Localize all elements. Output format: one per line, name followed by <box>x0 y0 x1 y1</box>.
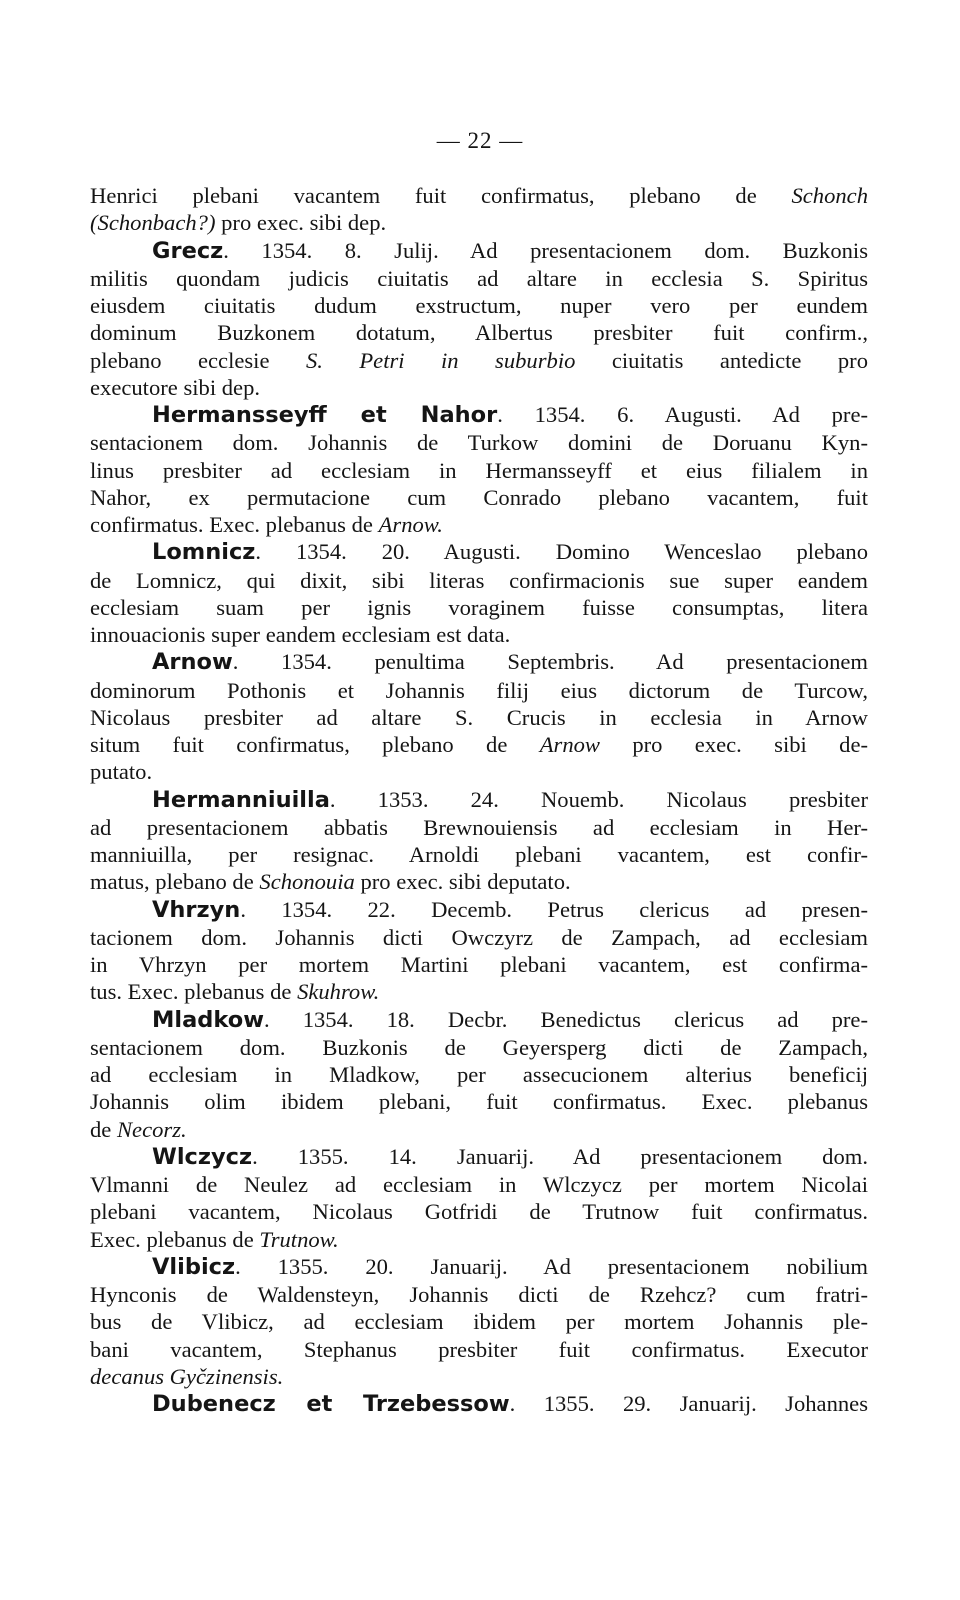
text-run: innouacionis super eandem ecclesiam est data. <box>90 622 511 647</box>
text-run: linus presbiter ad ecclesiam in Hermansseyff et eius filialem in <box>90 457 868 483</box>
entry-heading: Grecz <box>152 237 224 264</box>
text-line <box>90 319 868 346</box>
text-line <box>90 292 868 319</box>
text-line <box>90 621 868 648</box>
text-run: putato. <box>90 759 153 785</box>
text-block <box>90 182 868 1418</box>
text-line <box>90 237 868 265</box>
text-run: . 1355. 14. Januarij. Ad presentacionem dom. <box>252 1143 868 1169</box>
text-line <box>90 868 868 895</box>
text-line <box>90 1363 868 1390</box>
text-line <box>90 594 868 621</box>
text-run: Nahor, ex permutacione cum Conrado plebano vacantem, fuit <box>90 484 868 510</box>
text-run: ad ecclesiam in Mladkow, per assecucionem alterius beneficij <box>90 1062 868 1087</box>
italic-text: (Schonbach?) <box>90 210 216 236</box>
text-run: Henrici plebani vacantem fuit confirmatus, plebano de <box>90 183 792 208</box>
text-line <box>90 1061 868 1088</box>
text-run: . 1353. 24. Nouemb. Nicolaus presbiter <box>329 786 868 812</box>
text-run: Johannis olim ibidem plebani, fuit confirmatus. Exec. plebanus <box>90 1089 868 1115</box>
entry-heading: Hermansseyff et Nahor <box>152 402 498 428</box>
text-run: Exec. plebanus de <box>90 1226 260 1252</box>
entry-heading: Arnow <box>152 649 233 676</box>
italic-text: Arnow. <box>378 512 443 537</box>
text-run: eiusdem ciuitatis dudum exstructum, nuper vero per eundem <box>90 293 868 318</box>
entry-heading: Hermanniuilla <box>152 786 330 813</box>
text-run: in Vhrzyn per mortem Martini plebani vacantem, est confirma- <box>90 952 868 977</box>
text-line <box>90 1006 868 1034</box>
text-run: . 1355. 29. Januarij. Johannes <box>509 1391 868 1416</box>
page-number: — 22 — <box>436 128 524 153</box>
text-line <box>90 786 868 814</box>
text-run: ecclesiam suam per ignis voraginem fuisse consumptas, litera <box>90 594 868 620</box>
text-run: ad presentacionem abbatis Brewnouiensis ad ecclesiam in Her- <box>90 814 868 840</box>
text-line <box>90 1390 868 1418</box>
italic-text: Arnow <box>539 732 600 757</box>
text-line <box>90 209 868 236</box>
text-line <box>90 1253 868 1281</box>
text-line <box>90 429 868 456</box>
text-line <box>90 567 868 594</box>
text-line <box>90 182 868 209</box>
italic-text: Schonch <box>791 183 868 208</box>
text-line <box>90 648 868 676</box>
text-run: Vlmanni de Neulez ad ecclesiam in Wlczycz per mortem Nicolai <box>90 1172 868 1197</box>
text-line <box>90 1308 868 1335</box>
text-line <box>90 1034 868 1061</box>
text-run: militis quondam judicis ciuitatis ad altare in ecclesia S. Spiritus <box>90 265 868 291</box>
text-run: sentacionem dom. Johannis de Turkow domini de Doruanu Kyn- <box>90 430 868 456</box>
text-run: executore sibi dep. <box>90 374 261 400</box>
text-run: pro exec. sibi de- <box>599 732 868 757</box>
text-line <box>90 1226 868 1253</box>
text-run: situm fuit confirmatus, plebano de <box>90 732 540 757</box>
text-run: . 1354. 8. Julij. Ad presentacionem dom. Buzkonis <box>223 237 868 263</box>
entry-heading: Dubenecz et Trzebessow <box>152 1391 510 1417</box>
text-run: sentacionem dom. Buzkonis de Geyersperg dicti de Zampach, <box>90 1034 868 1060</box>
text-run: Hynconis de Waldensteyn, Johannis dicti de Rzehcz? cum fratri- <box>90 1282 868 1307</box>
text-line <box>90 677 868 704</box>
text-line <box>90 1143 868 1171</box>
italic-text: Skuhrow. <box>297 979 380 1005</box>
text-line <box>90 951 868 978</box>
text-line <box>90 347 868 374</box>
text-line <box>90 758 868 785</box>
entry-heading: Mladkow <box>152 1006 264 1033</box>
text-run: de <box>90 1116 117 1142</box>
text-line <box>90 401 868 429</box>
text-run: matus, plebano de <box>90 869 260 895</box>
italic-text: Trutnow. <box>259 1226 339 1252</box>
text-run: bani vacantem, Stephanus presbiter fuit confirmatus. Executor <box>90 1336 868 1362</box>
italic-text: Necorz. <box>116 1116 187 1142</box>
text-run: dominorum Pothonis et Johannis filij eius dictorum de Turcow, <box>90 677 868 703</box>
text-line <box>90 1336 868 1363</box>
text-line <box>90 511 868 538</box>
text-run: . 1354. 22. Decemb. Petrus clericus ad presen- <box>240 896 868 922</box>
text-run: Nicolaus presbiter ad altare S. Crucis in ecclesia in Arnow <box>90 704 868 730</box>
text-run: dominum Buzkonem dotatum, Albertus presbiter fuit confirm., <box>90 320 868 346</box>
italic-text: S. Petri in suburbio <box>305 347 576 373</box>
text-run: . 1354. 20. Augusti. Domino Wenceslao plebano <box>255 539 868 565</box>
text-line <box>90 538 868 566</box>
text-run: manniuilla, per resignac. Arnoldi plebani vacantem, est confir- <box>90 842 868 867</box>
text-run: bus de Vlibicz, ad ecclesiam ibidem per mortem Johannis ple- <box>90 1309 868 1335</box>
text-run: . 1354. 18. Decbr. Benedictus clericus ad pre- <box>264 1006 868 1032</box>
text-run: confirmatus. Exec. plebanus de <box>90 512 379 537</box>
text-line <box>90 731 868 758</box>
text-run: . 1355. 20. Januarij. Ad presentacionem nobilium <box>235 1253 868 1279</box>
italic-text: decanus Gyčzinensis. <box>90 1363 284 1389</box>
italic-text: Schonouia <box>259 869 355 895</box>
text-line <box>90 704 868 731</box>
text-line <box>90 484 868 511</box>
text-run: pro exec. sibi deputato. <box>354 869 571 895</box>
entry-heading: Vlibicz <box>152 1253 236 1280</box>
text-line <box>90 1198 868 1225</box>
text-line <box>90 978 868 1005</box>
text-line <box>90 841 868 868</box>
text-run: plebano ecclesie <box>90 347 306 373</box>
text-run: . 1354. penultima Septembris. Ad presentacionem <box>232 649 868 675</box>
text-line <box>90 1281 868 1308</box>
text-run: de Lomnicz, qui dixit, sibi literas confirmacionis sue super eandem <box>90 567 868 593</box>
text-line <box>90 1088 868 1115</box>
text-line <box>90 924 868 951</box>
text-run: . 1354. 6. Augusti. Ad pre- <box>497 402 868 427</box>
text-line <box>90 1116 868 1143</box>
text-run: ciuitatis antedicte pro <box>575 347 868 373</box>
text-line <box>90 265 868 292</box>
text-run: tacionem dom. Johannis dicti Owczyrz de Zampach, ad ecclesiam <box>90 924 868 950</box>
text-run: pro exec. sibi dep. <box>215 210 387 236</box>
text-run: tus. Exec. plebanus de <box>90 979 298 1005</box>
text-line <box>90 374 868 401</box>
entry-heading: Vhrzyn <box>152 896 241 923</box>
text-line <box>90 1171 868 1198</box>
text-line <box>90 896 868 924</box>
entry-heading: Lomnicz <box>152 539 256 566</box>
text-run: plebani vacantem, Nicolaus Gotfridi de Trutnow fuit confirmatus. <box>90 1199 868 1225</box>
entry-heading: Wlczycz <box>152 1143 253 1170</box>
text-line <box>90 814 868 841</box>
text-line <box>90 457 868 484</box>
